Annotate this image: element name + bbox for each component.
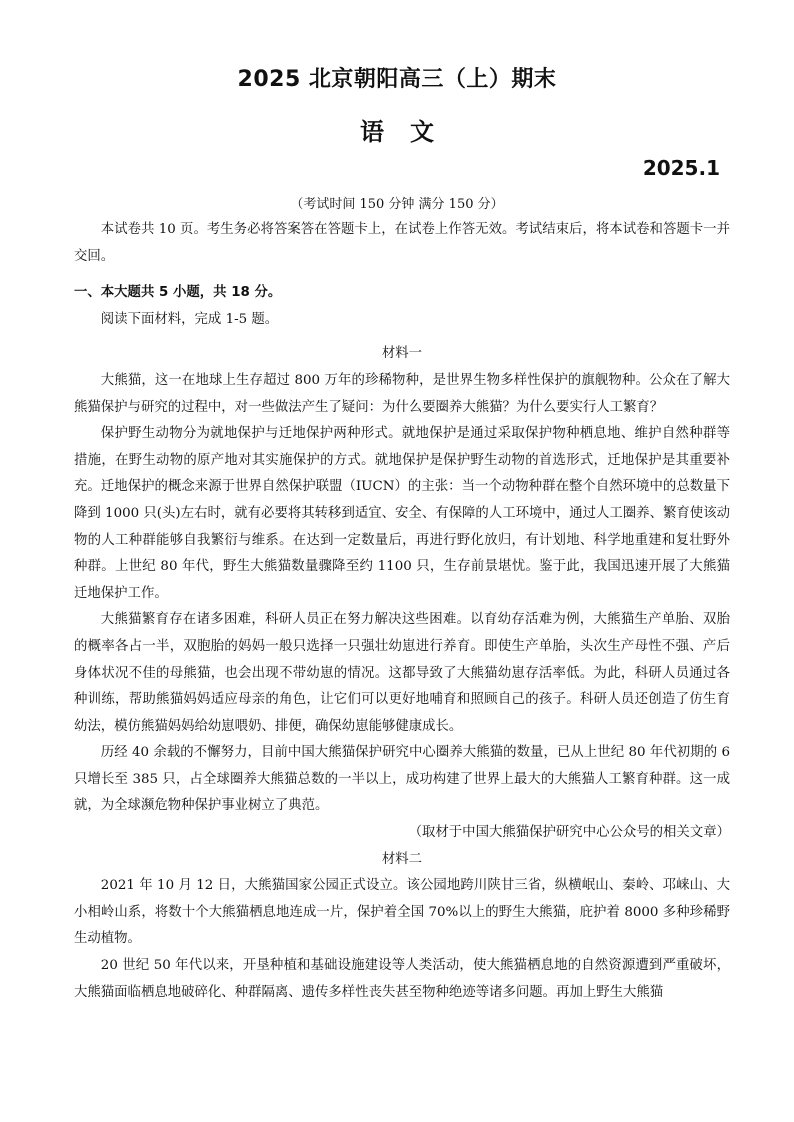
material1-paragraph: 大熊猫繁育存在诸多困难，科研人员正在努力解决这些困难。以育幼存活难为例，大熊猫生产单胎、双胎的概率各占一半，双胞胎的妈妈一般只选择一只强壮幼崽进行养育。即使生产单胎，头次生产母性不强、产后身体状况不佳的母熊猫，也会出现不带幼崽的情况。这都导致了大熊猫幼崽存活率低。为此，科研人员通过各种训练，帮助熊猫妈妈适应母亲的角色，让它们可以更好地哺育和照顾自己的孩子。科研人员还创造了仿生育幼法，模仿熊猫妈妈给幼崽喂奶、排便，确保幼崽能够健康成长。 <box>74 612 730 734</box>
page-title: 2025 北京朝阳高三（上）期末 <box>237 67 557 92</box>
material1-paragraph: 历经 40 余载的不懈努力，目前中国大熊猫保护研究中心圈养大熊猫的数量，已从上世纪 80 年代初期的 6 只增长至 385 只，占全球圈养大熊猫总数的一半以上，成功构建了世界上最大的大熊猫人工繁育种群。这一成就，为全球濒危物种保护事业树立了典范。 <box>74 745 730 814</box>
section-heading: 一、本大题共 5 小题，共 18 分。 <box>74 285 282 301</box>
subject-text: 语文 <box>360 118 460 146</box>
material2-paragraph: 20 世纪 50 年代以来，开垦种植和基础设施建设等人类活动，使大熊猫栖息地的自然资源遭到严重破坏，大熊猫面临栖息地破碎化、种群隔离、遗传多样性丧失甚至物种绝迹等诸多问题。再加上野生大熊猫 <box>74 958 730 1000</box>
section-prompt: 阅读下面材料，完成 1-5 题。 <box>100 311 279 327</box>
material2-paragraph: 2021 年 10 月 12 日，大熊猫国家公园正式设立。该公园地跨川陕甘三省，纵横岷山、秦岭、邛崃山、大小相岭山系，将数十个大熊猫栖息地连成一片，保护着全国 70%以上的野生大熊猫，庇护着 8000 多种珍稀野生动植物。 <box>74 878 730 947</box>
exam-date: 2025.1 <box>642 156 720 180</box>
instructions: 本试卷共 10 页。考生务必将答案答在答题卡上，在试卷上作答无效。考试结束后，将本试卷和答题卡一并交回。 <box>74 222 730 264</box>
material1-title: 材料一 <box>381 346 423 362</box>
exam-info: （考试时间 150 分钟 满分 150 分） <box>290 197 504 212</box>
subject-title <box>0 112 794 147</box>
material2-title: 材料二 <box>381 851 423 867</box>
material1-paragraph: 大熊猫，这一在地球上生存超过 800 万年的珍稀物种，是世界生物多样性保护的旗舰物种。公众在了解大熊猫保护与研究的过程中，对一些做法产生了疑问：为什么要圈养大熊猫？为什么要实行人工繁育？ <box>74 372 730 415</box>
material1-paragraph: 保护野生动物分为就地保护与迁地保护两种形式。就地保护是通过采取保护物种栖息地、维护自然种群等措施，在野生动物的原产地对其实施保护的方式。就地保护是保护野生动物的首选形式，迁地保护是其重要补充。迁地保护的概念来源于世界自然保护联盟（IUCN）的主张：当一个动物种群在整个自然环境中的总数量下降到 1000 只(头)左右时，就有必要将其转移到适宜、安全、有保障的人工环境中，通过人工圈养、繁育使该动物的人工种群能够自我繁衍与维系。在达到一定数量后，再进行野化放归，有计划地、科学地重建和复壮野外种群。上世纪 80 年代，野生大熊猫数量骤降至约 1100 只，生存前景堪忧。鉴于此，我国迅速开展了大熊猫迁地保护工作。 <box>74 426 730 601</box>
material1-source: （取材于中国大熊猫保护研究中心公众号的相关文章） <box>408 825 730 841</box>
document-body <box>74 217 730 1006</box>
